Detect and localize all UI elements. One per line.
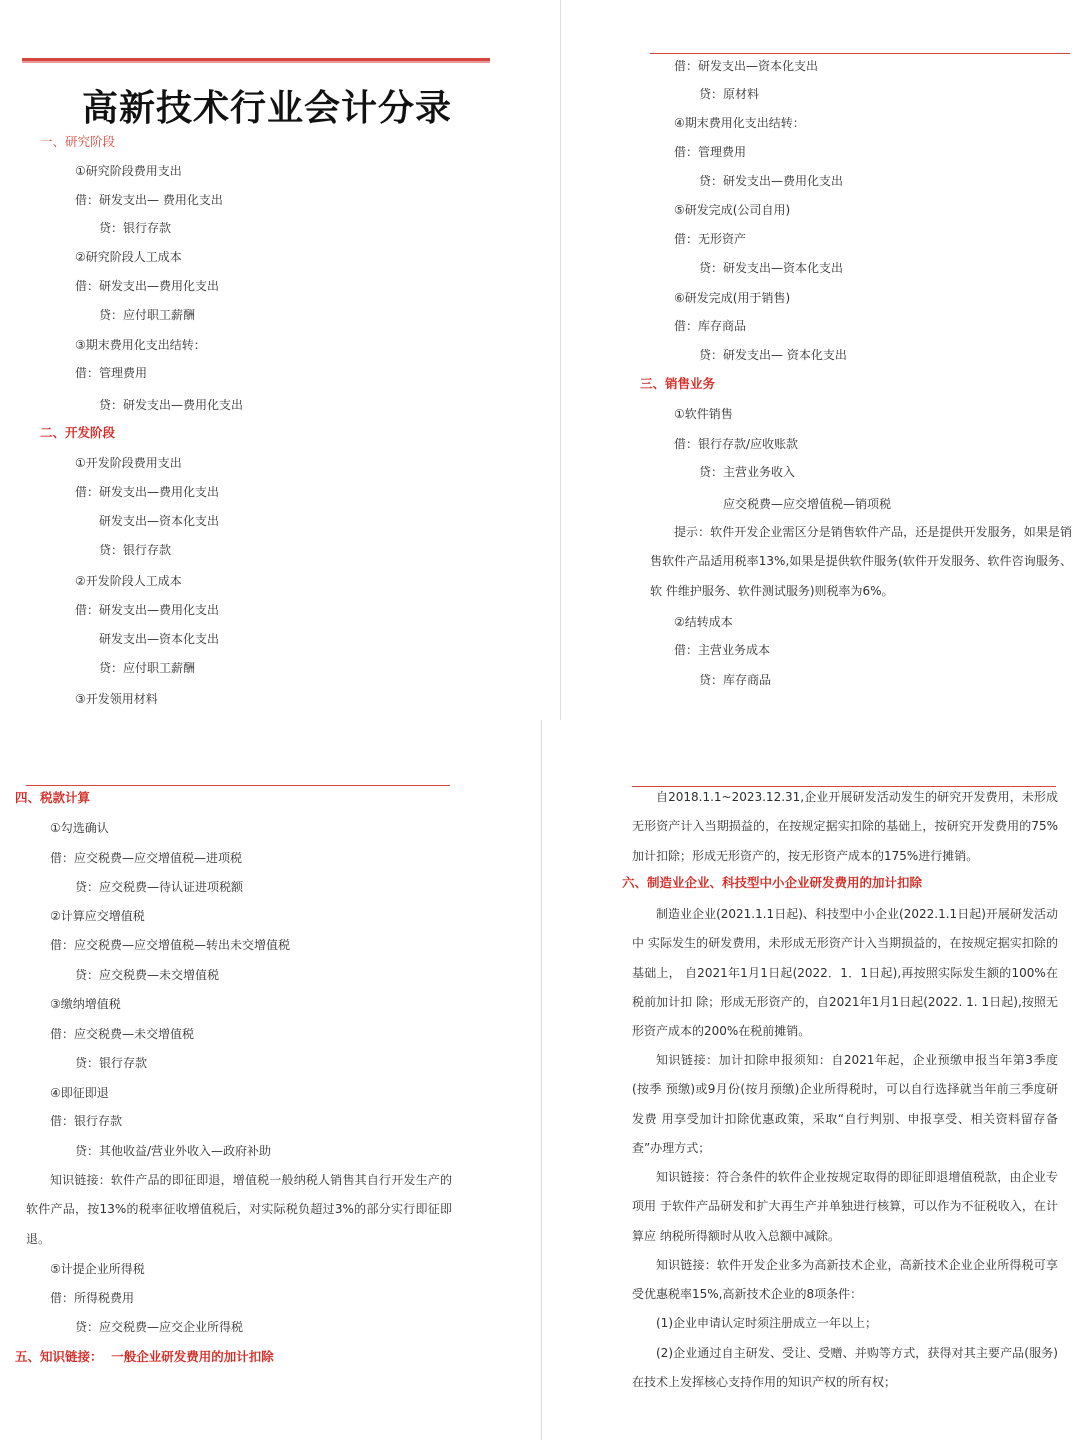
section-heading-research: 一、研究阶段	[40, 134, 116, 149]
entry-line: 借：主营业务成本	[674, 643, 771, 657]
entry-line: ①勾选确认	[50, 821, 109, 835]
entry-line: ④即征即退	[50, 1086, 109, 1100]
entry-line: 贷：库存商品	[699, 673, 772, 687]
entry-line: ④期末费用化支出结转：	[674, 116, 805, 130]
page-3	[0, 720, 540, 1440]
entry-line: 借：所得税费用	[50, 1291, 135, 1305]
entry-line: 借：研发支出—费用化支出	[75, 485, 220, 499]
header-rule	[650, 53, 1070, 54]
entry-line: 借：应交税费—未交增值税	[50, 1027, 195, 1041]
tip-paragraph: 提示：软件开发企业需区分是销售软件产品，还是提供开发服务，如果是销售软件产品适用税率13%,如果是提供软件服务(软件开发服务、软件咨询服务、软 件维护服务、软件测试服务)则税率为6%。	[650, 525, 1072, 598]
entry-line: 贷：银行存款	[99, 543, 172, 557]
entry-line: 贷：应付职工薪酬	[99, 308, 196, 322]
section-heading-manufacturing: 六、制造业企业、科技型中小企业研发费用的加计扣除	[622, 875, 923, 890]
entry-line: 借：应交税费—应交增值税—转出未交增值税	[50, 938, 291, 952]
entry-line: 贷：其他收益/营业外收入—政府补助	[75, 1144, 272, 1158]
deduction-paragraph: 自2018.1.1~2023.12.31,企业开展研发活动发生的研究开发费用，未形成无形资产计入当期损益的，在按规定据实扣除的基础上，按研究开发费用的75%加计扣除；形成无形资产的，按无形资产成本的175%进行摊销。	[632, 790, 1058, 863]
condition-item: (1)企业申请认定时须注册成立一年以上；	[656, 1316, 877, 1330]
entry-line: ⑤研发完成(公司自用)	[674, 203, 791, 217]
entry-line: 借：管理费用	[674, 145, 747, 159]
entry-line: 贷：银行存款	[99, 221, 172, 235]
entry-line: 借：银行存款/应收账款	[674, 437, 799, 451]
entry-line: ②研究阶段人工成本	[75, 250, 182, 264]
entry-line: ②开发阶段人工成本	[75, 574, 182, 588]
filing-paragraph: 知识链接：加计扣除申报须知：自2021年起，企业预缴申报当年第3季度(按季 预缴)或9月份(按月预缴)企业所得税时，可以自行选择就当年前三季度研发费 用享受加计扣除优惠政策，采取“自行判别、申报享受、相关资料留存备查”办理方式；	[632, 1053, 1058, 1155]
entry-line: 研发支出—资本化支出	[99, 514, 220, 528]
section-heading-development: 二、开发阶段	[40, 425, 116, 440]
entry-line: 借：研发支出—资本化支出	[674, 59, 819, 73]
entry-line: 研发支出—资本化支出	[99, 632, 220, 646]
page-title: 高新技术行业会计分录	[82, 88, 453, 129]
condition-item: (2)企业通过自主研发、受让、受赠、并购等方式，获得对其主要产品(服务)在技术上发挥核心支持作用的知识产权的所有权；	[632, 1346, 1058, 1390]
entry-line: 借：管理费用	[75, 366, 148, 380]
entry-line: 贷：原材料	[699, 87, 760, 101]
entry-line: 借：应交税费—应交增值税—进项税	[50, 851, 243, 865]
refund-paragraph: 知识链接：符合条件的软件企业按规定取得的即征即退增值税款，由企业专项用 于软件产品研发和扩大再生产并单独进行核算，可以作为不征税收入，在计算应 纳税所得额时从收入总额中减除。	[632, 1170, 1058, 1243]
manufacturing-paragraph: 制造业企业(2021.1.1日起)、科技型中小企业(2022.1.1日起)开展研发活动中 实际发生的研发费用，未形成无形资产计入当期损益的，在按规定据实扣除的基础上， 自2021年1月1日起(2022．1．1日起),再按照实际发生额的100%在税前加计扣 除；形成无形资产的，自2021年1月1日起(2022. 1. 1日起),按照无形资产成本的200%在税前摊销。	[632, 907, 1058, 1039]
entry-line: ⑥研发完成(用于销售)	[674, 291, 791, 305]
page-1	[0, 0, 540, 720]
entry-line: ②结转成本	[674, 615, 733, 629]
entry-line: 贷：研发支出— 资本化支出	[699, 348, 847, 362]
entry-line: 贷：主营业务收入	[699, 465, 796, 479]
entry-line: 贷：应付职工薪酬	[99, 661, 196, 675]
entry-line: ①软件销售	[674, 407, 733, 421]
entry-line: ②计算应交增值税	[50, 909, 145, 923]
hightech-paragraph: 知识链接：软件开发企业多为高新技术企业，高新技术企业企业所得税可享受优惠税率15%,高新技术企业的8项条件：	[632, 1258, 1058, 1302]
page-4	[540, 720, 1080, 1440]
entry-line: 借：无形资产	[674, 232, 747, 246]
entry-line: 贷：研发支出—费用化支出	[99, 398, 244, 412]
entry-line: 应交税费—应交增值税—销项税	[723, 497, 892, 511]
entry-line: 贷：研发支出—资本化支出	[699, 261, 844, 275]
knowledge-paragraph: 知识链接：软件产品的即征即退，增值税一般纳税人销售其自行开发生产的软件产品，按13%的税率征收增值税后，对实际税负超过3%的部分实行即征即退。	[26, 1173, 452, 1246]
entry-line: ③期末费用化支出结转：	[75, 338, 206, 352]
section-heading-tax: 四、税款计算	[15, 790, 91, 805]
entry-line: 借：银行存款	[50, 1114, 123, 1128]
title-rule	[22, 58, 490, 63]
entry-line: ⑤计提企业所得税	[50, 1262, 145, 1276]
entry-line: 贷：应交税费—应交企业所得税	[75, 1320, 244, 1334]
entry-line: 贷：应交税费—未交增值税	[75, 968, 220, 982]
page-2	[540, 0, 1080, 720]
entry-line: ③开发领用材料	[75, 692, 158, 706]
entry-line: 借：研发支出—费用化支出	[75, 603, 220, 617]
entry-line: 借：研发支出—费用化支出	[75, 279, 220, 293]
section-heading-sales: 三、销售业务	[640, 376, 716, 391]
entry-line: ③缴纳增值税	[50, 997, 121, 1011]
entry-line: 贷：应交税费—待认证进项税额	[75, 880, 244, 894]
section-heading-knowledge: 五、知识链接： 一般企业研发费用的加计扣除	[15, 1349, 274, 1364]
header-rule	[26, 785, 450, 786]
entry-line: 贷：银行存款	[75, 1056, 148, 1070]
entry-line: ①研究阶段费用支出	[75, 164, 182, 178]
entry-line: 借：库存商品	[674, 319, 747, 333]
entry-line: 借：研发支出— 费用化支出	[75, 193, 223, 207]
entry-line: 贷：研发支出—费用化支出	[699, 174, 844, 188]
entry-line: ①开发阶段费用支出	[75, 456, 182, 470]
